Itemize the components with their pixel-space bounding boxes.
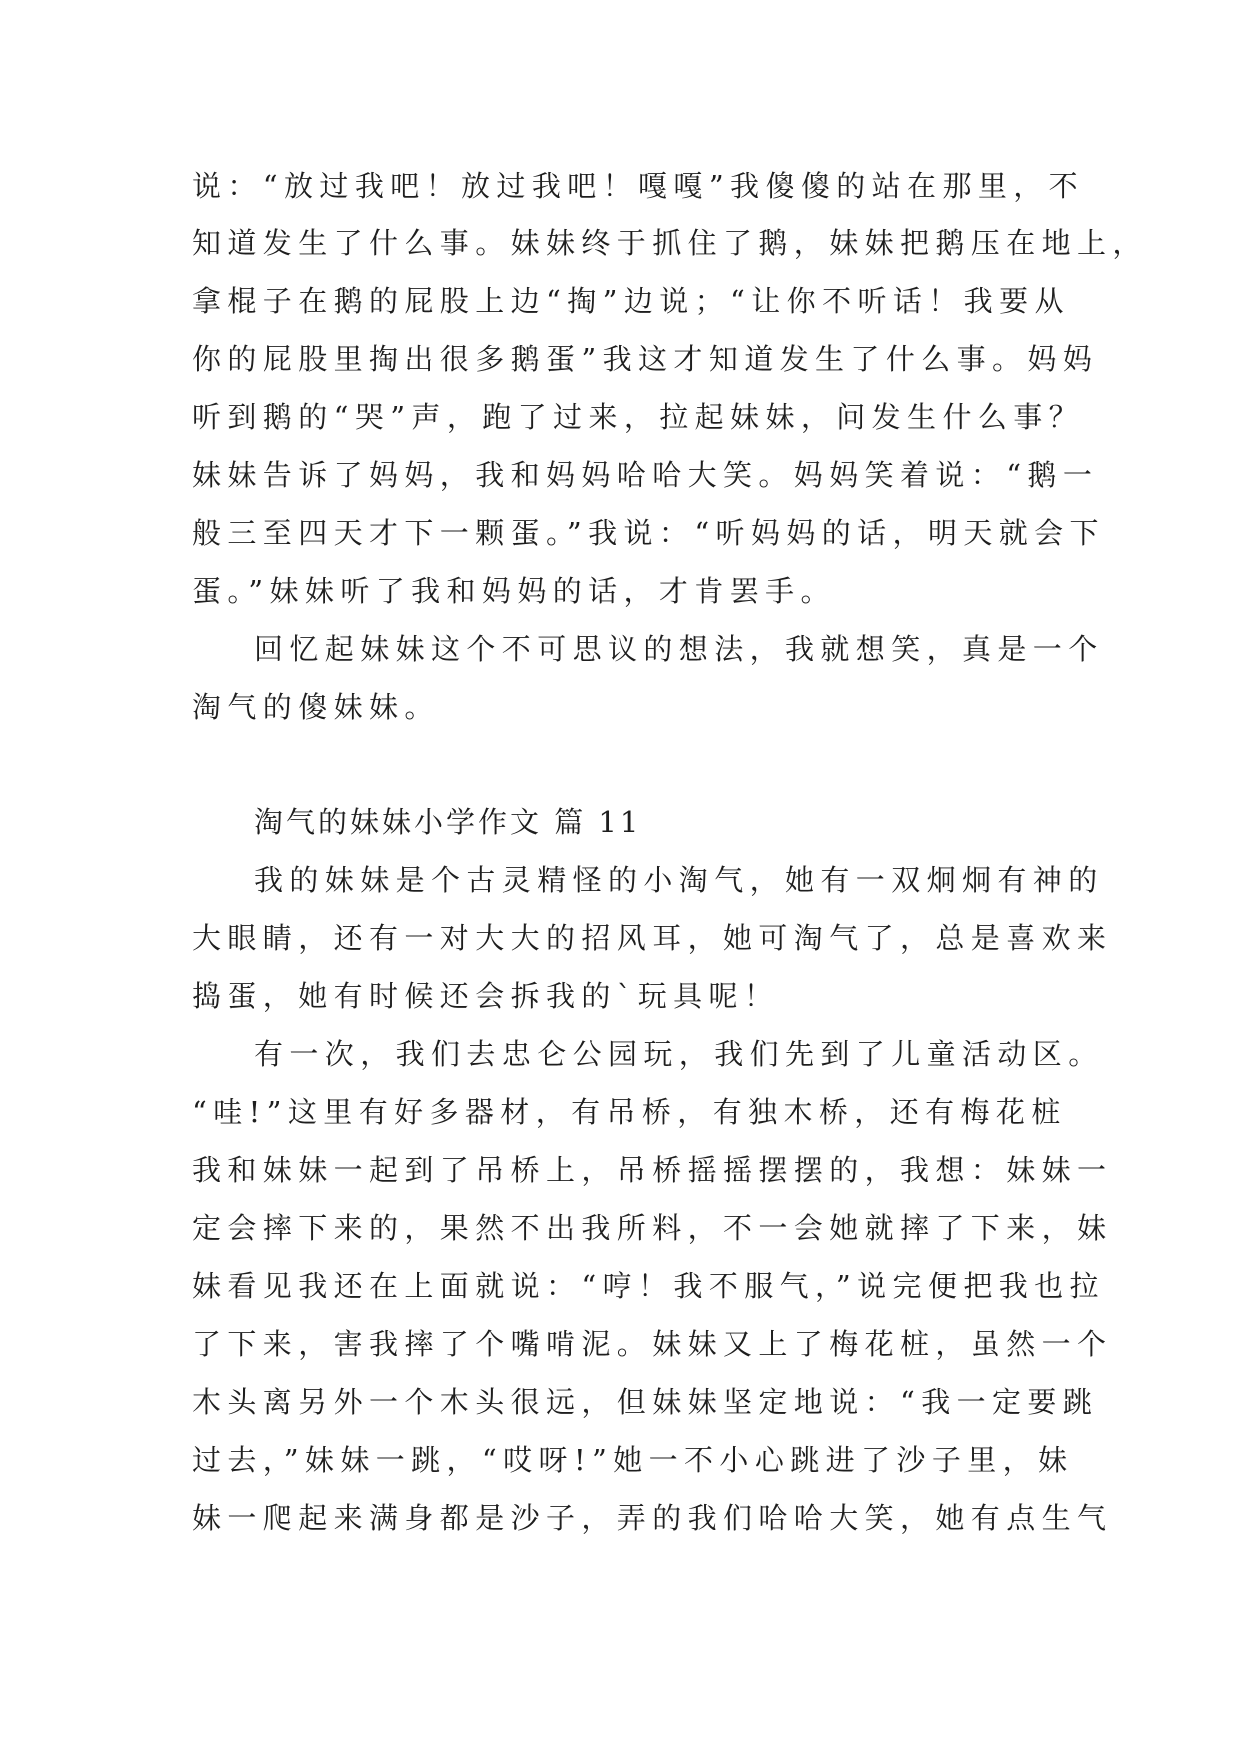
paragraph-start-line: 我的妹妹是个古灵精怪的小淘气，她有一双炯炯有神的 [254,863,1104,897]
text-line: “哇!”这里有好多器材，有吊桥，有独木桥，还有梅花桩 [192,1095,1067,1129]
text-line: 说：“放过我吧！放过我吧！嘎嘎”我傻傻的站在那里，不 [192,169,1085,203]
text-line: 知道发生了什么事。妹妹终于抓住了鹅，妹妹把鹅压在地上， [192,226,1148,260]
text-line: 捣蛋，她有时候还会拆我的`玩具呢！ [192,979,780,1013]
section-heading: 淘气的妹妹小学作文 篇 11 [254,805,642,839]
text-line: 妹妹告诉了妈妈，我和妈妈哈哈大笑。妈妈笑着说：“鹅一 [192,458,1099,492]
paragraph-start-line: 有一次，我们去忠仑公园玩，我们先到了儿童活动区。 [254,1037,1104,1071]
text-line: 了下来，害我摔了个嘴啃泥。妹妹又上了梅花桩，虽然一个 [192,1327,1113,1361]
text-line: 般三至四天才下一颗蛋。”我说：“听妈妈的话，明天就会下 [192,516,1105,550]
text-line: 定会摔下来的，果然不出我所料，不一会她就摔了下来，妹 [192,1211,1113,1245]
text-line: 淘气的傻妹妹。 [192,690,440,724]
text-line: 拿棍子在鹅的屁股上边“掏”边说；“让你不听话！我要从 [192,284,1070,318]
text-line: 大眼睛，还有一对大大的招风耳，她可淘气了，总是喜欢来 [192,921,1113,955]
text-line: 木头离另外一个木头很远，但妹妹坚定地说：“我一定要跳 [192,1385,1099,1419]
text-line: 蛋。”妹妹听了我和妈妈的话，才肯罢手。 [192,574,836,608]
paragraph-start-line: 回忆起妹妹这个不可思议的想法，我就想笑，真是一个 [254,632,1104,666]
text-line: 妹看见我还在上面就说：“哼！我不服气，”说完便把我也拉 [192,1269,1105,1303]
text-line: 你的屁股里掏出很多鹅蛋”我这才知道发生了什么事。妈妈 [192,342,1099,376]
text-line: 我和妹妹一起到了吊桥上，吊桥摇摇摆摆的，我想：妹妹一 [192,1153,1113,1187]
text-line: 过去，”妹妹一跳，“哎呀!”她一不小心跳进了沙子里，妹 [192,1443,1074,1477]
text-line: 妹一爬起来满身都是沙子，弄的我们哈哈大笑，她有点生气 [192,1501,1113,1535]
text-line: 听到鹅的“哭”声，跑了过来，拉起妹妹，问发生什么事？ [192,400,1085,434]
